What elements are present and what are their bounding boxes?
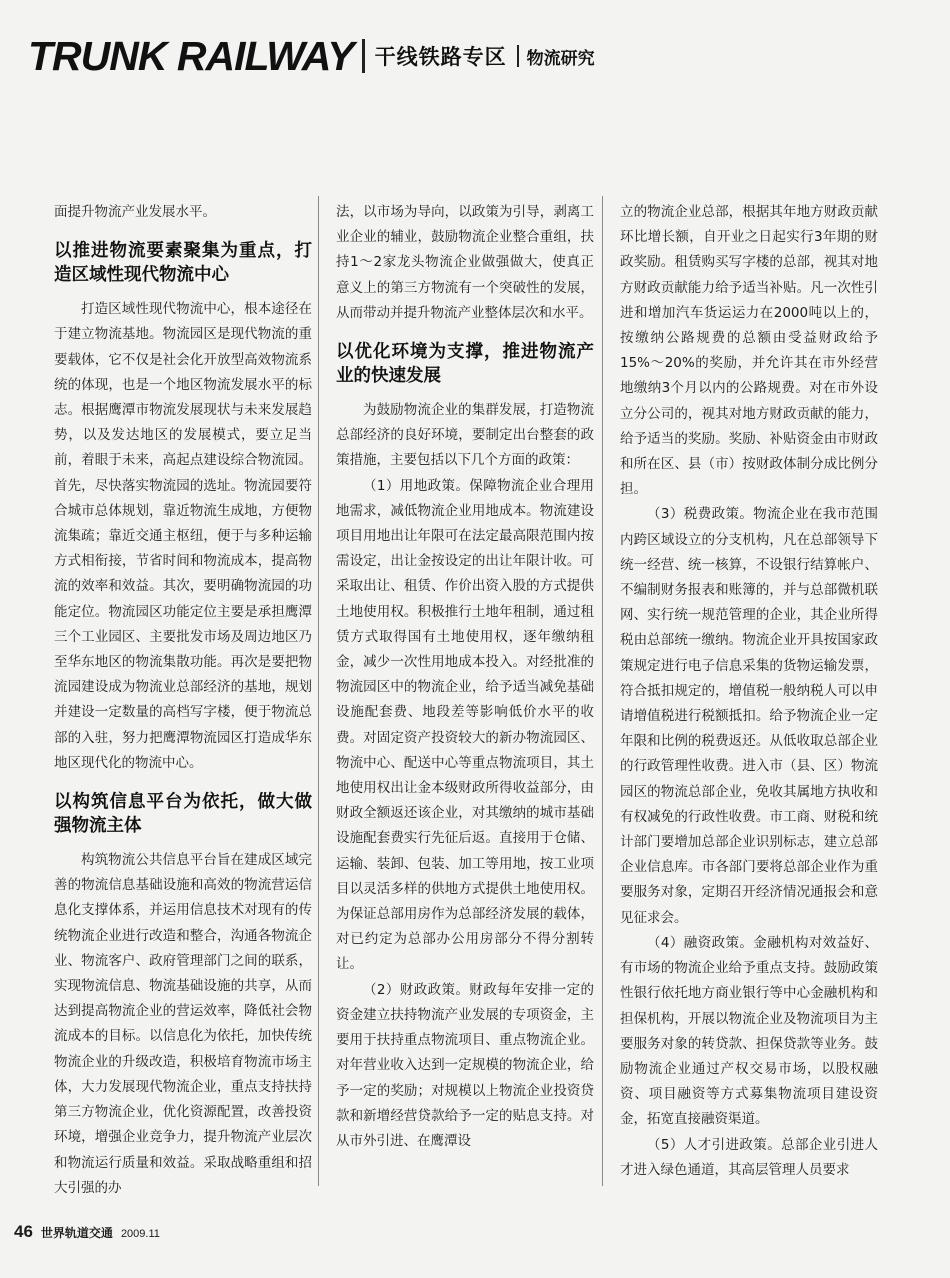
page-number: 46 — [14, 1222, 33, 1241]
page-footer — [14, 1222, 160, 1242]
text-column-3 — [620, 200, 878, 1183]
paragraph: （5）人才引进政策。总部企业引进人才进入绿色通道，其高层管理人员要求 — [620, 1136, 878, 1178]
issue-date: 2009.11 — [120, 1228, 160, 1240]
paragraph: 面提升物流产业发展水平。 — [54, 204, 216, 220]
paragraph: 法，以市场为导向，以政策为引导，剥离工业企业的辅业，鼓励物流企业整合重组，扶持1～2家龙头物流企业做强做大，使真正意义上的第三方物流有一个突破性的发展，从而带动并提升物流产业整体层次和水平。 — [336, 204, 594, 321]
section-heading: 以构筑信息平台为依托，做大做强物流主体 — [54, 792, 312, 837]
paragraph: 立的物流企业总部，根据其年地方财政贡献环比增长额，自开业之日起实行3年期的财政奖励。租赁购买写字楼的总部，视其对地方财政贡献能力给予适当补贴。凡一次性引进和增加汽车货运运力在2000吨以上的，按缴纳公路规费的总额由受益财政给予15%～20%的奖励，并允许其在市外经营地缴纳3个月以内的公路规费。对在市外设立分公司的，视其对地方财政贡献的能力，给予适当的奖励。奖励、补贴资金由市财政和所在区、县（市）按财政体制分成比例分担。 — [620, 204, 878, 498]
section-heading: 以优化环境为支撑，推进物流产业的快速发展 — [336, 342, 594, 387]
header-divider-small — [517, 45, 519, 67]
text-column-2 — [336, 200, 594, 1154]
column-rule — [602, 196, 603, 1186]
paragraph: 打造区域性现代物流中心，根本途径在于建立物流基地。物流园区是现代物流的重要载体，它不仅是社会化开放型高效物流系统的体现，也是一个地区物流发展水平的标志。根据鹰潭市物流发展现状与未来发展趋势，以及发达地区的发展模式，要立足当前，着眼于未来，高起点建设综合物流园。首先，尽快落实物流园的选址。物流园要符合城市总体规划，靠近物流生成地，方便物流集疏；靠近交通主枢纽，便于与多种运输方式相衔接，节省时间和物流成本，提高物流的效率和效益。其次，要明确物流园的功能定位。物流园区功能定位主要是承担鹰潭三个工业园区、主要批发市场及周边地区乃至华东地区的物流集散功能。再次是要把物流园建设成为物流业总部经济的基地，规划并建设一定数量的高档写字楼，便于物流总部的入驻，努力把鹰潭物流园区打造成华东地区现代化的物流中心。 — [54, 301, 312, 771]
magazine-name: 世界轨道交通 — [40, 1226, 113, 1240]
paragraph: 为鼓励物流企业的集群发展，打造物流总部经济的良好环境，要制定出台整套的政策措施，主要包括以下几个方面的政策： — [336, 402, 594, 469]
section-heading: 以推进物流要素聚集为重点，打造区域性现代物流中心 — [54, 241, 312, 286]
column-rule — [318, 196, 319, 1186]
paragraph: 构筑物流公共信息平台旨在建成区域完善的物流信息基础设施和高效的物流营运信息化支撑体系，并运用信息技术对现有的传统物流企业进行改造和整合，沟通各物流企业、物流客户、政府管理部门之间的联系，实现物流信息、物流基础设施的共享，从而达到提高物流企业的营运效率，降低社会物流成本的目标。以信息化为依托，加快传统物流企业的升级改造，积极培育物流市场主体，大力发展现代物流企业，重点支持扶持第三方物流企业，优化资源配置，改善投资环境，增强企业竞争力，提升物流产业层次和物流运行质量和效益。采取战略重组和招大引强的办 — [54, 852, 312, 1196]
section-title: 干线铁路专区 — [374, 45, 507, 69]
subsection-title: 物流研究 — [526, 48, 595, 69]
text-column-1 — [54, 200, 312, 1201]
paragraph: （4）融资政策。金融机构对效益好、有市场的物流企业给予重点支持。鼓励政策性银行依托地方商业银行等中心金融机构和担保机构，开展以物流企业及物流项目为主要服务对象的转贷款、担保贷款等业务。鼓励物流企业通过产权交易市场，以股权融资、项目融资等方式募集物流项目建设资金，拓宽直接融资渠道。 — [620, 934, 878, 1128]
paragraph: （3）税费政策。物流企业在我市范围内跨区域设立的分支机构，凡在总部领导下统一经营、统一核算，不设银行结算帐户、不编制财务报表和账簿的，并与总部微机联网、实行统一规范管理的企业，其企业所得税由总部统一缴纳。物流企业开具按国家政策规定进行电子信息采集的货物运输发票，符合抵扣规定的，增值税一般纳税人可以申请增值税进行税额抵扣。给予物流企业一定年限和比例的税费返还。从低收取总部企业的行政管理性收费。进入市（县、区）物流园区的物流总部企业，免收其属地方执收和有权减免的行政性收费。市工商、财税和统计部门要增加总部企业识别标志，建立总部企业信息库。市各部门要将总部企业作为重要服务对象，定期召开经济情况通报会和意见征求会。 — [620, 506, 878, 926]
paragraph: （1）用地政策。保障物流企业合理用地需求，减低物流企业用地成本。物流建设项目用地出让年限可在法定最高限范围内按需设定，出让金按设定的出让年限计收。可采取出让、租赁、作价出资入股的方式提供土地使用权。积极推行土地年租制，通过租赁方式取得国有土地使用权，逐年缴纳租金，减少一次性用地成本投入。对经批准的物流园区中的物流企业，给予适当减免基础设施配套费、地段差等影响低价水平的收费。对固定资产投资较大的新办物流园区、物流中心、配送中心等重点物流项目，其土地使用权出让金本级财政所得收益部分，由财政全额返还该企业，对其缴纳的城市基础设施配套费实行先征后返。直接用于仓储、运输、装卸、包装、加工等用地，按工业项目以灵活多样的供地方式提供土地使用权。为保证总部用房作为总部经济发展的载体，对已约定为总部办公用房部分不得分割转让。 — [336, 477, 594, 973]
page-header — [28, 30, 595, 82]
brand-title: TRUNK RAILWAY — [28, 32, 354, 79]
header-divider — [362, 39, 365, 73]
paragraph: （2）财政政策。财政每年安排一定的资金建立扶持物流产业发展的专项资金，主要用于扶持重点物流项目、重点物流企业。对年营业收入达到一定规模的物流企业，给予一定的奖励；对规模以上物流企业投资贷款和新增经营贷款给予一定的贴息支持。对从市外引进、在鹰潭设 — [336, 981, 594, 1149]
